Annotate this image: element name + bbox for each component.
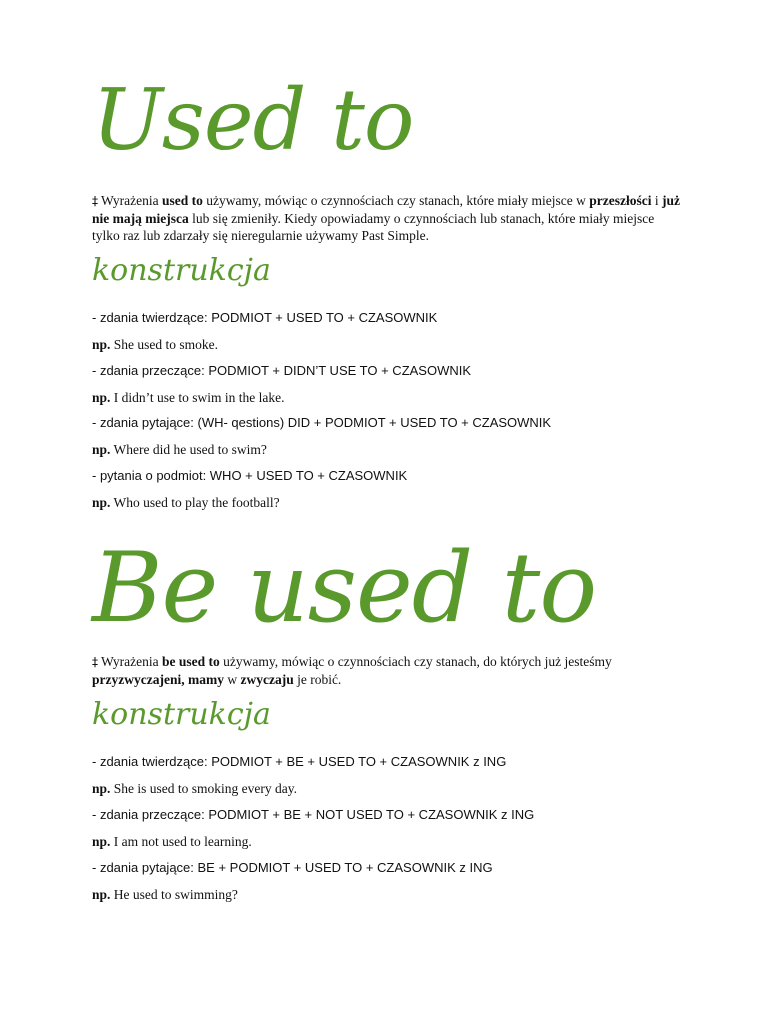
section1-rule-question: - zdania pytające: (WH- qestions) DID + PODMIOT + USED TO + CZASOWNIK [92, 415, 552, 430]
intro-text: lub się zmieniły. Kiedy opowiadamy o czynnościach lub stanach, które miały miejsce tylko raz lub zdarzały się nieregularnie używamy Past Simple. [92, 211, 655, 243]
section1-title: Used to [92, 71, 414, 169]
example-text: She used to smoke. [110, 337, 219, 352]
bullet-icon: ‡ [92, 655, 98, 669]
section2-example-negative [92, 833, 252, 850]
bullet-icon: ‡ [92, 194, 98, 208]
section2-title: Be used to [92, 532, 597, 644]
intro-text: używamy, mówiąc o czynnościach czy stanach, które miały miejsce w [202, 193, 590, 208]
example-text: She is used to smoking every day. [110, 781, 298, 796]
section2-example-question [92, 886, 238, 903]
intro-text: je robić. [293, 672, 342, 687]
section1-example-question [92, 441, 267, 458]
section1-intro [92, 192, 682, 244]
section1-rule-subject-question: - pytania o podmiot: WHO + USED TO + CZASOWNIK [92, 468, 408, 483]
example-text: I am not used to learning. [110, 834, 252, 849]
intro-bold: przyzwyczajeni, mamy [92, 672, 224, 687]
example-text: Who used to play the football? [110, 495, 280, 510]
intro-text: używamy, mówiąc o czynnościach czy stanach, do których już jesteśmy [219, 654, 612, 669]
np-label: np. [92, 834, 111, 849]
np-label: np. [92, 337, 111, 352]
section2-intro [92, 653, 682, 688]
np-label: np. [92, 781, 111, 796]
section1-subhead: konstrukcja [92, 253, 271, 288]
example-text: Where did he used to swim? [110, 442, 267, 457]
section2-subhead: konstrukcja [92, 697, 271, 732]
np-label: np. [92, 495, 111, 510]
np-label: np. [92, 887, 111, 902]
intro-text: Wyrażenia [101, 654, 163, 669]
section2-example-affirmative [92, 780, 297, 797]
section2-rule-affirmative: - zdania twierdzące: PODMIOT + BE + USED TO + CZASOWNIK z ING [92, 754, 507, 769]
section1-example-negative [92, 389, 285, 406]
section1-example-affirmative [92, 336, 218, 353]
section2-rule-question: - zdania pytające: BE + PODMIOT + USED TO + CZASOWNIK z ING [92, 860, 493, 875]
np-label: np. [92, 442, 111, 457]
intro-text: i [651, 193, 663, 208]
np-label: np. [92, 390, 111, 405]
section2-rule-negative: - zdania przeczące: PODMIOT + BE + NOT USED TO + CZASOWNIK z ING [92, 807, 535, 822]
intro-bold: zwyczaju [240, 672, 294, 687]
section1-example-subject-question [92, 494, 280, 511]
example-text: He used to swimming? [110, 887, 238, 902]
section1-rule-negative: - zdania przeczące: PODMIOT + DIDN’T USE TO + CZASOWNIK [92, 363, 472, 378]
intro-text: w [223, 672, 241, 687]
section1-rule-affirmative: - zdania twierdzące: PODMIOT + USED TO + CZASOWNIK [92, 310, 438, 325]
intro-bold: przeszłości [589, 193, 652, 208]
example-text: I didn’t use to swim in the lake. [110, 390, 285, 405]
intro-bold: be used to [162, 654, 220, 669]
intro-text: Wyrażenia [101, 193, 163, 208]
intro-bold: już nie mają miejsca [92, 193, 681, 226]
intro-bold: used to [162, 193, 203, 208]
